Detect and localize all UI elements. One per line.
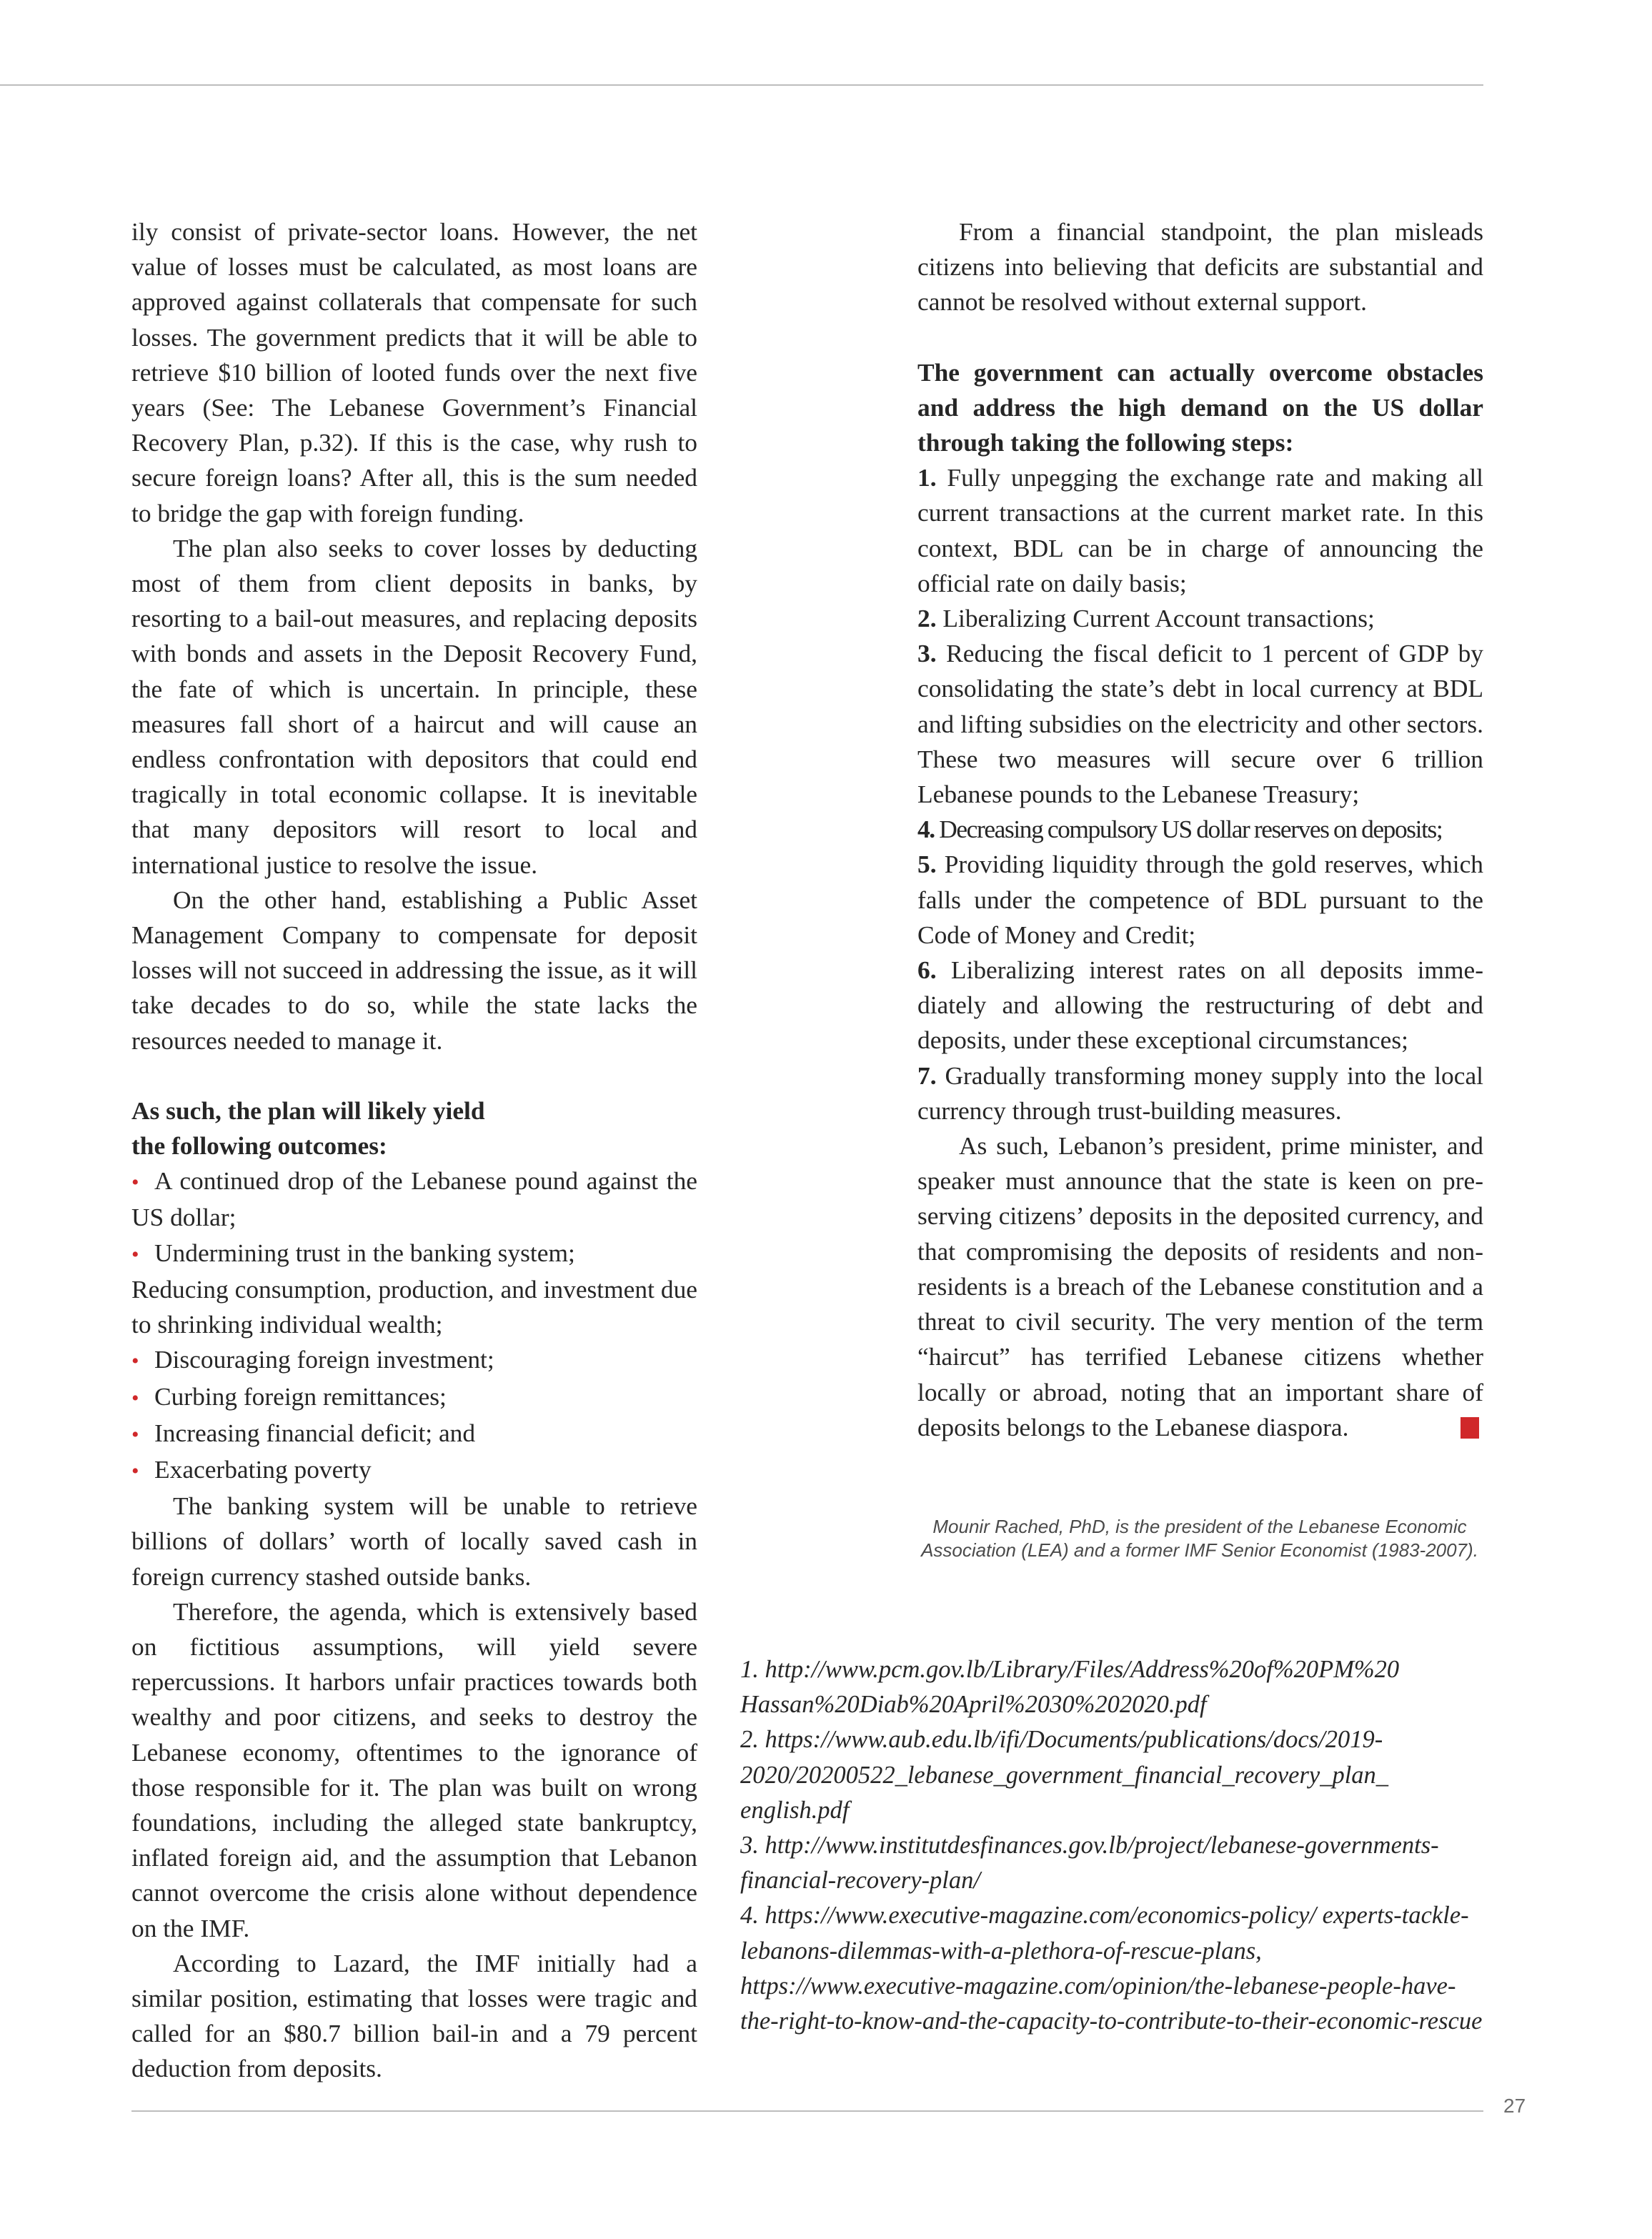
paragraph: On the other hand, establishing a Public Asset Management Company to compensate for deposit losses will not succeed in addressing the issue, as it will take decades to do so, while the state lacks the resources needed to manage it. xyxy=(131,885,697,1055)
reference-item: 4. https://www.executive-magazine.com/economics-policy/ experts-tackle-lebanons-dilemmas-with-a-plethora-of-rescue-plans, https://www.executive-magazine.com/opinion/the-lebanese-people-have-the-right-to-know-and-the-capacity-to-contribute-to-their-economic-rescue xyxy=(740,1902,1483,2035)
end-of-article-icon xyxy=(1461,1417,1479,1439)
paragraph: Reducing consumption, production, and investment due to shrinking individual wealth; xyxy=(131,1274,697,1339)
paragraph: The banking system will be unable to retrieve billions of dollars’ worth of locally saved cash in foreign currency stashed outside banks. xyxy=(131,1491,697,1591)
bullet-dot-icon: • xyxy=(131,1422,139,1446)
bullet-text: Increasing financial deficit; and xyxy=(154,1418,476,1447)
bullet-item xyxy=(131,1163,697,1235)
item-text: Decreasing compulsory US dollar reserves on deposits; xyxy=(939,815,1443,844)
paragraph: The plan also seeks to cover losses by deducting most of them from client deposits in banks, by resorting to a bail-out measures, and replacing deposits with bonds and assets in the Deposit Recovery Fund, the fate of which is uncertain. In principle, these measures fall short of a haircut and will cause an endless confrontation with depositors that could end tragically in total economic collapse. It is inevitable that many depositors will resort to local and international justice to resolve the issue. xyxy=(131,533,697,879)
bullet-text: Undermining trust in the banking system; xyxy=(154,1238,575,1267)
item-text: Gradually transforming money supply into the local currency through trust-building measures. xyxy=(917,1061,1483,1125)
bullet-text: Discouraging foreign investment; xyxy=(154,1345,494,1374)
steps-heading: The government can actually overcome obstacles and address the high demand on the US dollar through taking the following steps: xyxy=(917,357,1483,457)
bullet-text: Curbing foreign remittances; xyxy=(154,1381,447,1411)
closing-text: As such, Lebanon’s president, prime minister, and speaker must announce that the state is keen on preserving citizens’ deposits in the deposited currency, and that compromising the deposits of residents and non-residents is a breach of the Lebanese constitution and a threat to civil security. The very mention of the term “haircut” has terrified Lebanese citizens whether locally or abroad, noting that an important share of deposits belongs to the Lebanese diaspora. xyxy=(917,1131,1483,1441)
numbered-item xyxy=(917,847,1483,953)
item-text: Fully unpegging the exchange rate and making all current transactions at the current market rate. In this context, BDL can be in charge of announcing the official rate on daily basis; xyxy=(917,463,1483,597)
bullet-item xyxy=(131,1416,697,1452)
item-number: 5. xyxy=(917,850,937,879)
item-text: Liberalizing Current Account transactions; xyxy=(942,604,1375,633)
bullet-text: A continued drop of the Lebanese pound against the US dollar; xyxy=(131,1166,697,1232)
reference-item: 2. https://www.aub.edu.lb/ifi/Documents/publications/docs/2019-2020/20200522_lebanese_government_financial_recovery_plan_ english.pdf xyxy=(740,1726,1389,1824)
paragraph-gap xyxy=(917,320,1483,355)
top-rule xyxy=(0,84,1483,86)
numbered-item xyxy=(917,601,1483,636)
bullet-dot-icon: • xyxy=(131,1242,139,1266)
heading-line: the following outcomes: xyxy=(131,1131,387,1161)
author-note: Mounir Rached, PhD, is the president of the Lebanese Economic Association (LEA) and a former IMF Senior Economist (1983-2007). xyxy=(921,1516,1478,1561)
page-number: 27 xyxy=(1503,2095,1526,2117)
numbered-item xyxy=(917,953,1483,1058)
item-text: Liberalizing interest rates on all deposits immediately and allowing the restructuring of debt and deposits, under these exceptional circumstances; xyxy=(917,955,1483,1055)
numbered-item xyxy=(917,636,1483,812)
item-text: Reducing the fiscal deficit to 1 percent of GDP by consolidating the state’s debt in local currency at BDL and lifting subsidies on the electricity and other sectors. These two measures will secure over 6 trillion Lebanese pounds to the Lebanese Treasury; xyxy=(917,639,1483,809)
bottom-rule xyxy=(131,2110,1483,2112)
bullet-dot-icon: • xyxy=(131,1386,139,1410)
bullet-item xyxy=(131,1452,697,1489)
right-column xyxy=(917,214,1483,1445)
item-number: 4. xyxy=(917,815,935,844)
closing-paragraph xyxy=(917,1128,1483,1445)
item-number: 3. xyxy=(917,639,937,668)
item-number: 2. xyxy=(917,604,937,633)
paragraph: From a financial standpoint, the plan misleads citizens into believing that deficits are substantial and cannot be resolved without external support. xyxy=(917,217,1483,317)
item-number: 1. xyxy=(917,463,937,492)
bullet-item xyxy=(131,1379,697,1416)
item-number: 7. xyxy=(917,1061,937,1090)
paragraph-gap xyxy=(131,1058,697,1093)
reference-item: 3. http://www.institutdesfinances.gov.lb/project/lebanese-governments-financial-recovery-plan/ xyxy=(740,1832,1439,1895)
item-text: Providing liquidity through the gold reserves, which falls under the competence of BDL pursuant to the Code of Money and Credit; xyxy=(917,850,1483,949)
bullet-dot-icon: • xyxy=(131,1349,139,1374)
bullet-text: Exacerbating poverty xyxy=(154,1454,372,1484)
numbered-item xyxy=(917,1058,1483,1128)
paragraph: Therefore, the agenda, which is extensively based on fictitious assumptions, will yield severe repercussions. It harbors unfair practices towards both wealthy and poor citizens, and seeks to destroy the Lebanese economy, oftentimes to the ignorance of those responsible for it. The plan was built on wrong foundations, including the alleged state bankruptcy, inflated foreign aid, and the assumption that Lebanon cannot overcome the crisis alone without dependence on the IMF. xyxy=(131,1597,697,1942)
item-number: 6. xyxy=(917,955,937,985)
paragraph: According to Lazard, the IMF initially had a similar position, estimating that losses were tragic and called for an $80.7 billion bail-in and a 79 percent deduction from deposits. xyxy=(131,1948,697,2083)
reference-item: 1. http://www.pcm.gov.lb/Library/Files/Address%20of%20PM%20 Hassan%20Diab%20April%2030%202020.pdf xyxy=(740,1656,1400,1719)
bullet-dot-icon: • xyxy=(131,1171,139,1195)
numbered-item xyxy=(917,812,1483,847)
left-column xyxy=(131,214,697,2087)
references-list xyxy=(740,1652,1491,2039)
paragraph: ily consist of private-sector loans. However, the net value of losses must be calculated, as most loans are approved against collaterals that compensate for such losses. The government predicts that it will be able to retrieve $10 billion of looted funds over the next five years (See: The Lebanese Government’s Financial Recovery Plan, p.32). If this is the case, why rush to secure foreign loans? After all, this is the sum needed to bridge the gap with foreign funding. xyxy=(131,217,697,527)
numbered-item xyxy=(917,460,1483,601)
bullet-item xyxy=(131,1342,697,1379)
bullet-dot-icon: • xyxy=(131,1459,139,1483)
outcomes-heading xyxy=(131,1093,697,1163)
heading-line: As such, the plan will likely yield xyxy=(131,1096,485,1125)
bullet-item xyxy=(131,1236,697,1272)
